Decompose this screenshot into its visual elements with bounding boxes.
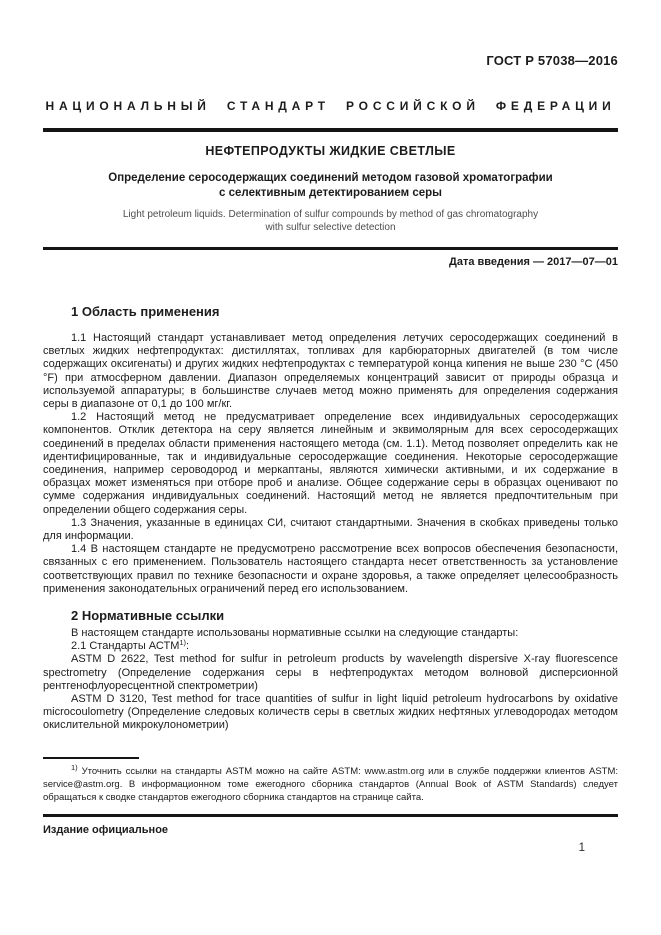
subtitle-line-2: с селективным детектированием серы: [219, 187, 442, 199]
paragraph-1-3: 1.3 Значения, указанные в единицах СИ, считают стандартными. Значения в скобках приведены только для информации.: [43, 516, 618, 543]
document-title-en: [43, 208, 618, 234]
standard-type-header: НАЦИОНАЛЬНЫЙ СТАНДАРТ РОССИЙСКОЙ ФЕДЕРАЦИИ: [45, 99, 616, 113]
title-en-line-2: with sulfur selective detection: [265, 222, 396, 233]
footnote-block: [43, 757, 618, 804]
document-subtitle: [43, 171, 618, 201]
footnote-marker: 1): [71, 763, 78, 772]
page-number: 1: [578, 842, 585, 854]
footer-rule: [43, 814, 618, 817]
header-rule: [43, 128, 618, 132]
reference-astm-d2622: ASTM D 2622, Test method for sulfur in petroleum products by wavelength dispersive X-ray fluorescence spectrometry (Определение содержания серы в нефтепродуктах методом волновой дисперсионной рентгенофлуоресцентной спектрометрии): [43, 653, 618, 692]
footnote-body: Уточнить ссылки на стандарты ASTM можно на сайте ASTM: www.astm.org или в службе поддержки клиентов ASTM: service@astm.org. В информационном томе ежегодного сборника стандартов (Annual Book of ASTM Standards) следует обращаться к сводке стандартов ежегодного сборника стандартов на странице сайта.: [43, 766, 619, 803]
subclause-2-1: [43, 640, 618, 653]
effective-date: Дата введения — 2017—07—01: [449, 256, 618, 268]
paragraph-1-2: 1.2 Настоящий метод не предусматривает определение всех индивидуальных серосодержащих компонентов. Отклик детектора на серу является линейным и эквимолярным для всех серосодержащих соединений в пределах области применения настоящего метода (см. 1.1). Метод позволяет определить как не идентифицированные, так и индивидуальные серосодержащие соединения. Некоторые серосодержащие соединения, например сероводород и меркаптаны, являются химически активными, и их содержание в образцах может изменяться при отборе проб и анализе. Общее содержание серы в образцах оценивают по сумме содержания индивидуальных соединений. Настоящий метод не является предпочтительным при определении общего содержания серы.: [43, 411, 618, 516]
paragraph-1-1: 1.1 Настоящий стандарт устанавливает метод определения летучих серосодержащих соединений в светлых жидких нефтепродуктах: дистиллятах, топливах для карбюраторных двигателей (в том числе содержащих оксигенаты) и других жидких нефтепродуктах с температурой конца кипения не выше 230 °C (450 °F) при атмосферном давлении. Диапазон определяемых концентраций зависит от природы образца и используемой аппаратуры; в большинстве случаев метод можно применять для определения содержания серы в диапазоне от 0,1 до 100 мг/кг.: [43, 332, 618, 411]
footnote-text: [43, 765, 618, 804]
edition-note: Издание официальное: [43, 824, 169, 836]
title-en-line-1: Light petroleum liquids. Determination of sulfur compounds by method of gas chromatography: [122, 209, 539, 220]
document-title: НЕФТЕПРОДУКТЫ ЖИДКИЕ СВЕТЛЫЕ: [205, 144, 456, 158]
section-1-heading: 1 Область применения: [71, 304, 220, 319]
section-2-heading: 2 Нормативные ссылки: [71, 608, 225, 624]
paragraph-1-4: 1.4 В настоящем стандарте не предусмотрено рассмотрение всех вопросов обеспечения безопасности, связанных с его применением. Пользователь настоящего стандарта несет ответственность за установление соответствующих правил по технике безопасности и охране здоровья, а также определяет целесообразность применения законодательных ограничений перед его использованием.: [43, 543, 618, 595]
subtitle-line-1: Определение серосодержащих соединений методом газовой хроматографии: [108, 172, 553, 184]
section-2-intro: В настоящем стандарте использованы нормативные ссылки на следующие стандарты:: [71, 627, 519, 640]
footnote-reference-mark: 1): [179, 638, 187, 648]
subclause-2-1-colon: :: [186, 640, 190, 653]
subclause-2-1-text: 2.1 Стандарты АСТМ: [71, 640, 180, 653]
date-rule: [43, 247, 618, 250]
doc-number: ГОСТ Р 57038—2016: [486, 53, 618, 68]
reference-astm-d3120: ASTM D 3120, Test method for trace quantities of sulfur in light liquid petroleum hydrocarbons by oxidative microcoulometry (Определение следовых количеств серы в светлых жидких нефтяных углеводородах методом окислительной микрокулонометрии): [43, 693, 618, 732]
footnote-separator-rule: [43, 757, 139, 759]
page-content: [43, 0, 618, 733]
